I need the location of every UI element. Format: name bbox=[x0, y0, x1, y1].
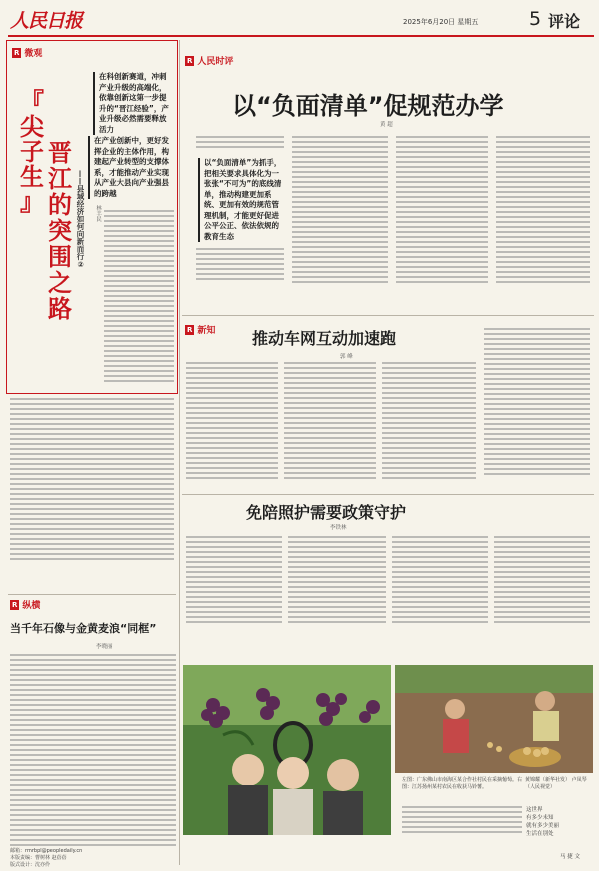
shiping-body-col-1 bbox=[196, 136, 284, 151]
potato-harvest-photo bbox=[395, 665, 593, 773]
xinzhi-author: 郭 峰 bbox=[340, 354, 353, 360]
title-char: 『 bbox=[20, 88, 44, 116]
title-char: 生 bbox=[20, 163, 44, 191]
weiguan-callout-2: 在产业创新中，更好发挥企业的主体作用，构建起产业转型的支撑体系，才能推动产业实现从产业大县向产业强县的跨越 bbox=[88, 136, 174, 199]
weiguan-author: 林丰民 bbox=[95, 205, 101, 222]
zongheng-author: 李晓丽 bbox=[96, 644, 113, 650]
mianpei-author: 李铁林 bbox=[330, 525, 347, 531]
shiping-body-col-3 bbox=[396, 136, 488, 286]
section-rule bbox=[182, 494, 594, 495]
poem-line: 有多少未知 bbox=[526, 815, 554, 821]
grape-harvest-photo bbox=[183, 665, 391, 835]
mianpei-body-col-2 bbox=[288, 536, 386, 626]
weiguan-body-text bbox=[104, 210, 174, 385]
weiguan-title-2 bbox=[46, 140, 74, 322]
shiping-author: 黄 超 bbox=[380, 122, 393, 128]
zongheng-headline: 当千年石像与金黄麦浪“同框” bbox=[10, 622, 157, 635]
caption-body-text bbox=[402, 806, 522, 836]
photo-caption bbox=[402, 777, 522, 791]
xinzhi-body-col-3 bbox=[382, 362, 476, 482]
title-char: 的 bbox=[48, 191, 72, 219]
title-char: 尖 bbox=[20, 113, 44, 141]
title-char: 江 bbox=[48, 165, 72, 193]
column-mark-icon: R bbox=[12, 600, 18, 609]
section-name: 评论 bbox=[548, 12, 581, 31]
poem-box bbox=[526, 806, 592, 838]
poem-line: 这世界 bbox=[526, 807, 543, 813]
page-footer bbox=[10, 848, 180, 869]
column-label: 人民时评 bbox=[197, 57, 234, 67]
masthead bbox=[0, 0, 599, 36]
zongheng-column-title bbox=[10, 598, 40, 611]
shiping-column-title bbox=[185, 54, 233, 67]
xinzhi-body-col-1 bbox=[186, 362, 278, 482]
zongheng-rule bbox=[8, 594, 176, 595]
footer-designer: 版式设计：沈亦伶 bbox=[10, 862, 51, 868]
shiping-body-col-1b bbox=[196, 248, 284, 283]
title-char: 之 bbox=[48, 269, 72, 297]
issue-date: 2025年6月20日 星期五 bbox=[403, 18, 479, 26]
shiping-headline: 以“负面清单”促规范办学 bbox=[232, 92, 504, 120]
weiguan-column-title bbox=[12, 46, 42, 59]
title-char: 』 bbox=[20, 188, 44, 216]
shiping-body-col-4 bbox=[496, 136, 590, 286]
xinzhi-column-title bbox=[185, 323, 215, 336]
shiping-body-col-2 bbox=[292, 136, 388, 286]
footer-email: 邮箱：rmrbpl@peopledaily.cn bbox=[10, 848, 83, 854]
mianpei-headline: 免陪照护需要政策守护 bbox=[246, 503, 407, 522]
page-number: 5 bbox=[529, 8, 542, 30]
title-char: 围 bbox=[48, 243, 72, 271]
zongheng-body-text bbox=[10, 654, 176, 849]
xinzhi-body-col-4 bbox=[484, 328, 590, 478]
xinzhi-body-col-2 bbox=[284, 362, 376, 482]
title-char: 突 bbox=[48, 217, 72, 245]
poem-line: 生活在别处 bbox=[526, 831, 554, 837]
mianpei-body-col-4 bbox=[494, 536, 590, 626]
photo-credit: 黄锦耀（新华社发） 卢凤琴（人民视觉） bbox=[525, 777, 587, 790]
title-char: 晋 bbox=[48, 139, 72, 167]
weiguan-subtitle: ——县域经济如何向新而行② bbox=[76, 170, 85, 269]
column-mark-icon: R bbox=[187, 325, 193, 334]
column-mark-icon: R bbox=[14, 48, 20, 57]
grape-photo-illustration bbox=[183, 665, 391, 835]
section-rule bbox=[182, 315, 594, 316]
weiguan-body-text-lower bbox=[10, 398, 174, 563]
column-mark-icon: R bbox=[187, 56, 193, 65]
caption-text: 左图：广东佛山市南海区某合作社村民在采摘葡萄。右图：江苏扬州某村农民在收获马铃薯。 bbox=[402, 777, 523, 790]
weiguan-callout-1: 在科创新赛道，冲刺产业升级的高端化，依靠创新这第一步提升的“晋江经验”，产业升级必然需要释放活力 bbox=[93, 72, 173, 135]
title-char: 子 bbox=[20, 138, 44, 166]
potato-photo-illustration bbox=[395, 665, 593, 773]
newspaper-logo: 人民日报 bbox=[10, 10, 83, 32]
column-label: 微观 bbox=[24, 49, 43, 59]
column-label: 新知 bbox=[197, 326, 216, 336]
mianpei-body-col-3 bbox=[392, 536, 488, 626]
xinzhi-headline: 推动车网互动加速跑 bbox=[252, 329, 397, 348]
shiping-callout: 以“负面清单”为抓手，把相关要求具体化为一张张“不可为”的底线清单，推动构建更加系统、更加有效的规范管理机制，才能更好促进公平公正、依法依规的教育生态 bbox=[198, 158, 282, 242]
column-label: 纵横 bbox=[22, 601, 41, 611]
footer-editors: 本版责编：曹树林 赵蓓蓓 bbox=[10, 855, 67, 861]
title-char: 路 bbox=[48, 295, 72, 323]
column-divider bbox=[179, 40, 180, 865]
mianpei-body-col-1 bbox=[186, 536, 282, 626]
poem-signature: 马 捷 文 bbox=[560, 854, 580, 860]
masthead-rule bbox=[8, 35, 594, 37]
poem-line: 就有多少美丽 bbox=[526, 823, 560, 829]
